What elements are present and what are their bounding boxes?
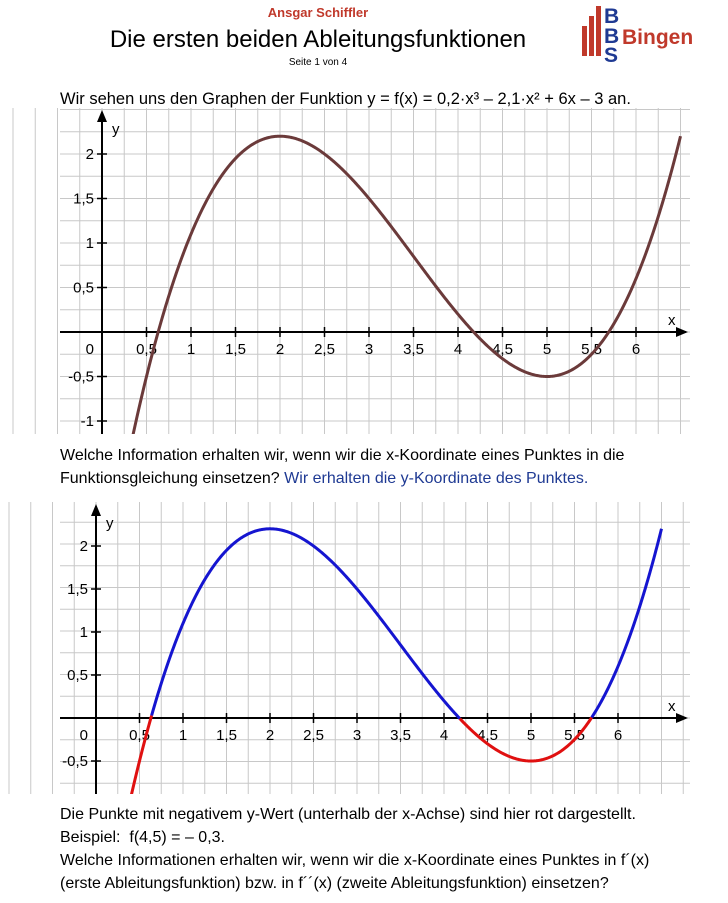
y-tick-label: 1 <box>85 235 94 252</box>
curve-positive-segment <box>592 529 662 718</box>
x-tick-label: 5 <box>542 341 552 358</box>
question-2-line: (erste Ableitungsfunktion) bzw. in f´´(x) (zweite Ableitungsfunktion) einsetzen? <box>60 875 609 892</box>
logo-bar <box>596 6 601 56</box>
y-tick-label: -0,5 <box>68 368 94 386</box>
x-axis-label: x <box>668 312 676 329</box>
x-tick-label: 4 <box>439 727 449 744</box>
x-tick-label: 4 <box>453 341 463 358</box>
x-tick-label: 3 <box>352 727 362 744</box>
x-tick-label: 5,5 <box>564 727 585 744</box>
y-tick-label: 1,5 <box>67 581 88 598</box>
logo-bar <box>582 26 587 56</box>
function-graph-1 <box>0 108 690 434</box>
y-tick-label: 1 <box>79 624 88 641</box>
school-logo <box>578 4 698 64</box>
x-tick-label: 2,5 <box>314 341 335 358</box>
y-tick-label: 0,5 <box>67 667 88 684</box>
y-axis-label: y <box>106 515 114 532</box>
question-2-example: Beispiel: f(4,5) = – 0,3. <box>60 829 225 846</box>
y-tick-label: 1,5 <box>73 190 94 208</box>
x-tick-label: 1 <box>178 727 188 744</box>
question-2-line: Die Punkte mit negativem y-Wert (unterhalb der x-Achse) sind hier rot dargestellt. <box>60 806 636 823</box>
x-tick-label: 0 <box>79 727 88 744</box>
x-tick-label: 5 <box>526 727 536 744</box>
x-tick-label: 5,5 <box>581 341 602 358</box>
logo-letter: B <box>604 25 620 48</box>
y-tick-label: -1 <box>80 413 94 430</box>
x-axis-arrow <box>676 327 688 337</box>
question-2-line: Welche Informationen erhalten wir, wenn wir die x-Koordinate eines Punktes in f´(x) <box>60 852 650 869</box>
y-tick-label: 2 <box>79 538 88 555</box>
function-curve <box>129 136 681 434</box>
x-tick-label: 3,5 <box>403 341 424 358</box>
x-tick-label: 0,5 <box>129 727 150 744</box>
x-tick-label: 3,5 <box>390 727 411 744</box>
x-tick-label: 2,5 <box>303 727 324 744</box>
x-tick-label: 3 <box>364 341 374 358</box>
x-tick-label: 2 <box>265 727 275 744</box>
y-axis-label: y <box>112 121 120 138</box>
y-axis-arrow <box>97 110 107 122</box>
x-tick-label: 0 <box>85 341 94 358</box>
logo-letter: B <box>604 5 620 28</box>
curve-positive-segment <box>152 529 460 719</box>
page-title: Die ersten beiden Ableitungsfunktionen <box>109 26 527 53</box>
x-tick-label: 0,5 <box>136 341 157 358</box>
question-1-line-2 <box>60 467 624 490</box>
logo-word: Bingen <box>622 26 694 49</box>
question-2 <box>60 803 649 895</box>
y-tick-label: 0,5 <box>73 279 94 297</box>
x-tick-label: 1,5 <box>216 727 237 744</box>
x-tick-label: 6 <box>613 727 623 744</box>
author-name: Ansgar Schiffler <box>267 5 369 20</box>
x-tick-label: 1 <box>186 341 196 358</box>
question-1-line: Welche Information erhalten wir, wenn wir die x-Koordinate eines Punktes in die <box>60 447 625 464</box>
x-tick-label: 4,5 <box>477 727 498 744</box>
x-tick-label: 4,5 <box>492 341 513 358</box>
x-axis-arrow <box>676 713 688 723</box>
logo-letter: S <box>604 44 619 64</box>
question-1-text: Funktionsgleichung einsetzen? <box>60 470 285 487</box>
function-graph-2 <box>0 502 690 794</box>
x-axis-label: x <box>668 698 676 715</box>
y-tick-label: -0,5 <box>62 753 88 770</box>
question-1-answer: Wir erhalten die y-Koordinate des Punktes. <box>284 470 589 487</box>
x-tick-label: 2 <box>275 341 285 358</box>
y-axis-arrow <box>91 504 101 516</box>
logo-bar <box>589 16 594 56</box>
intro-text: Wir sehen uns den Graphen der Funktion y = f(x) = 0,2·x³ – 2,1·x² + 6x – 3 an. <box>60 90 631 108</box>
y-tick-label: 2 <box>85 146 94 163</box>
question-1 <box>60 444 624 490</box>
page-number: Seite 1 von 4 <box>288 57 348 68</box>
x-tick-label: 1,5 <box>225 341 246 358</box>
x-tick-label: 6 <box>631 341 641 358</box>
